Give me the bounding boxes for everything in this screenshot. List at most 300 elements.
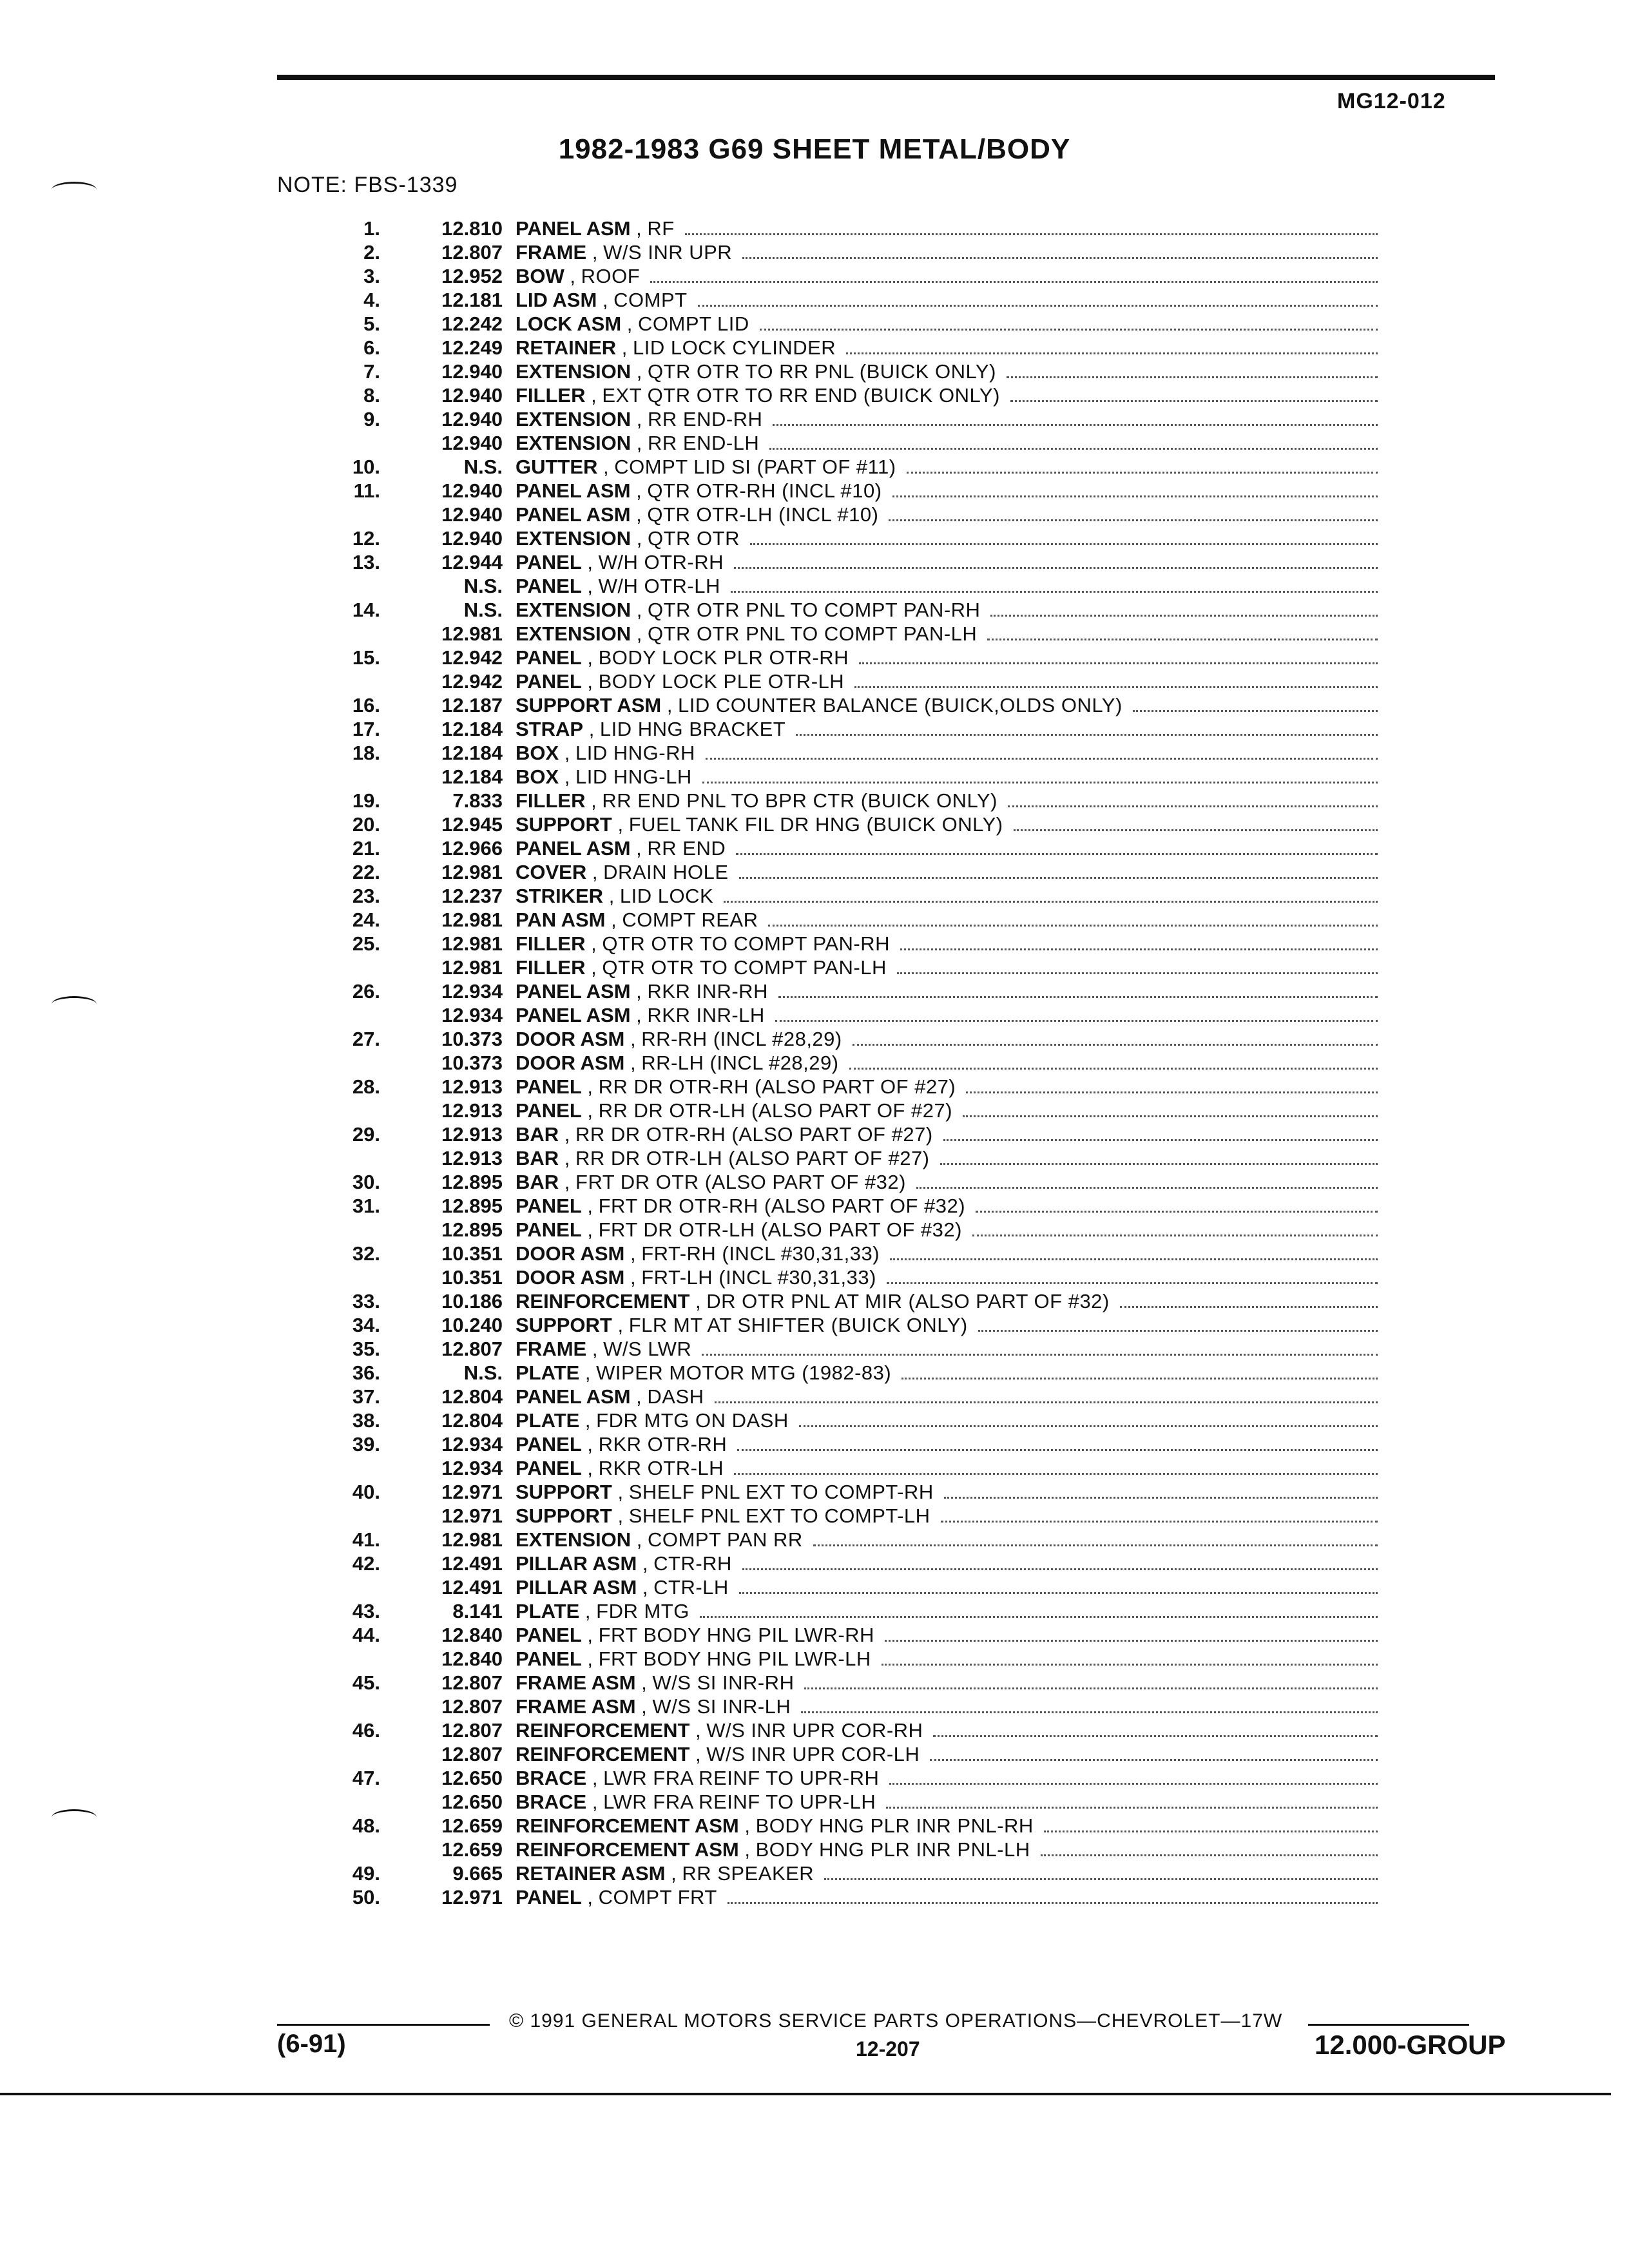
part-description: RR END-LH — [648, 432, 760, 454]
part-section-code: 12.807 — [441, 1338, 503, 1360]
dot-leader — [715, 1401, 1378, 1403]
part-row — [309, 1051, 1385, 1075]
part-number: 18. — [352, 742, 380, 764]
dot-leader — [930, 1759, 1378, 1761]
part-description: QTR OTR PNL TO COMPT PAN-RH — [648, 599, 981, 621]
part-row — [309, 1456, 1385, 1480]
part-row — [309, 765, 1385, 789]
dot-leader — [778, 996, 1378, 998]
part-description: WIPER MOTOR MTG (1982-83) — [596, 1361, 892, 1384]
part-description: W/S INR UPR — [603, 241, 733, 264]
part-description: LID HNG-RH — [575, 742, 695, 764]
part-section-code: 12.934 — [441, 980, 503, 1003]
part-number: 41. — [352, 1528, 380, 1551]
part-number: 1. — [363, 217, 380, 240]
part-name: PANEL — [516, 670, 582, 693]
separator: , — [631, 1528, 648, 1551]
part-name: PANEL ASM — [516, 1004, 631, 1026]
part-row — [309, 1790, 1385, 1814]
part-name: PANEL ASM — [516, 837, 631, 860]
part-row — [309, 1099, 1385, 1122]
part-row — [309, 669, 1385, 693]
part-description: RKR OTR-RH — [598, 1433, 728, 1456]
separator: , — [603, 885, 620, 907]
part-name: PANEL — [516, 1648, 582, 1670]
part-row — [309, 312, 1385, 336]
part-name: PLATE — [516, 1361, 580, 1384]
part-section-code: 12.840 — [441, 1648, 503, 1670]
part-description: W/S INR UPR COR-RH — [706, 1719, 923, 1742]
part-number: 10. — [352, 456, 380, 478]
dot-leader — [1133, 710, 1378, 712]
dot-leader — [941, 1521, 1378, 1523]
part-number: 16. — [352, 694, 380, 716]
part-description: QTR OTR TO COMPT PAN-RH — [602, 932, 891, 955]
part-number: 39. — [352, 1433, 380, 1456]
dot-leader — [849, 1068, 1378, 1070]
part-description: QTR OTR PNL TO COMPT PAN-LH — [648, 622, 978, 645]
dot-leader — [702, 1354, 1378, 1356]
separator: , — [631, 360, 648, 383]
part-description: RR-RH (INCL #28,29) — [641, 1028, 842, 1050]
part-section-code: 12.940 — [441, 503, 503, 526]
part-number: 7. — [363, 360, 380, 383]
part-description: FUEL TANK FIL DR HNG (BUICK ONLY) — [628, 813, 1003, 836]
part-number: 24. — [352, 908, 380, 931]
part-section-code: 12.807 — [441, 1671, 503, 1694]
part-name: GUTTER — [516, 456, 598, 478]
part-section-code: 12.237 — [441, 885, 503, 907]
part-number: 12. — [352, 527, 380, 550]
part-name: PLATE — [516, 1600, 580, 1622]
part-number: 45. — [352, 1671, 380, 1694]
bottom-rule — [0, 2093, 1611, 2095]
part-section-code: 12.981 — [441, 908, 503, 931]
separator: , — [630, 837, 648, 860]
part-number: 3. — [363, 265, 380, 287]
separator: , — [586, 241, 604, 264]
part-section-code: 12.952 — [441, 265, 503, 287]
part-name: STRAP — [516, 718, 584, 740]
part-row — [309, 1695, 1385, 1718]
separator: , — [630, 1004, 648, 1026]
dot-leader — [900, 948, 1378, 950]
part-name: PANEL ASM — [516, 217, 631, 240]
part-name: EXTENSION — [516, 622, 631, 645]
part-row — [309, 1647, 1385, 1671]
part-section-code: 12.981 — [441, 956, 503, 979]
part-row — [309, 550, 1385, 574]
part-number: 21. — [352, 837, 380, 860]
part-description: RR DR OTR-RH (ALSO PART OF #27) — [598, 1075, 956, 1098]
dot-leader — [886, 1807, 1378, 1809]
part-number: 50. — [352, 1886, 380, 1908]
part-name: SUPPORT — [516, 1504, 612, 1527]
separator: , — [581, 1195, 599, 1217]
separator: , — [631, 599, 648, 621]
part-row — [309, 455, 1385, 479]
part-name: PAN ASM — [516, 908, 606, 931]
part-description: COMPT FRT — [598, 1886, 717, 1908]
part-number: 46. — [352, 1719, 380, 1742]
part-description: DRAIN HOLE — [603, 861, 729, 883]
separator: , — [612, 813, 629, 836]
part-description: QTR OTR-RH (INCL #10) — [647, 479, 882, 502]
separator: , — [612, 1314, 629, 1336]
part-name: EXTENSION — [516, 360, 631, 383]
dot-leader — [700, 1616, 1378, 1618]
part-name: EXTENSION — [516, 408, 631, 430]
dot-leader — [824, 1878, 1378, 1880]
part-description: RR END — [647, 837, 726, 860]
part-description: LWR FRA REINF TO UPR-LH — [603, 1791, 876, 1813]
part-name: PANEL — [516, 1433, 582, 1456]
part-number: 11. — [353, 479, 380, 502]
part-description: LID COUNTER BALANCE (BUICK,OLDS ONLY) — [678, 694, 1123, 716]
binder-hole-mark — [52, 1809, 97, 1825]
part-section-code: 12.913 — [441, 1099, 503, 1122]
part-name: PANEL — [516, 551, 582, 573]
part-section-code: 12.940 — [441, 408, 503, 430]
part-description: FLR MT AT SHIFTER (BUICK ONLY) — [628, 1314, 968, 1336]
dot-leader — [650, 281, 1378, 283]
separator: , — [630, 217, 648, 240]
part-row — [309, 1242, 1385, 1265]
part-description: RR SPEAKER — [682, 1862, 815, 1885]
part-section-code: 12.981 — [441, 861, 503, 883]
part-row — [309, 240, 1385, 264]
part-row — [309, 1170, 1385, 1194]
separator: , — [612, 1504, 629, 1527]
part-section-code: 12.940 — [441, 479, 503, 502]
part-description: BODY LOCK PLE OTR-LH — [598, 670, 845, 693]
separator: , — [581, 670, 599, 693]
part-number: 20. — [352, 813, 380, 836]
part-row — [309, 1432, 1385, 1456]
part-number: 23. — [352, 885, 380, 907]
dot-leader — [907, 472, 1378, 474]
part-description: QTR OTR-LH (INCL #10) — [647, 503, 879, 526]
dot-leader — [943, 1139, 1378, 1141]
part-row — [309, 1313, 1385, 1337]
dot-leader — [859, 662, 1378, 664]
part-description: W/H OTR-LH — [598, 575, 720, 597]
part-section-code: 12.807 — [441, 1719, 503, 1742]
separator: , — [612, 1481, 629, 1503]
part-section-code: 12.945 — [441, 813, 503, 836]
part-section-code: N.S. — [463, 599, 503, 621]
part-section-code: 12.944 — [441, 551, 503, 573]
part-name: BAR — [516, 1171, 559, 1193]
dot-leader — [737, 1449, 1378, 1451]
part-section-code: 12.981 — [441, 1528, 503, 1551]
part-section-code: 12.940 — [441, 527, 503, 550]
part-description: SHELF PNL EXT TO COMPT-RH — [628, 1481, 934, 1503]
part-section-code: 12.971 — [441, 1504, 503, 1527]
part-name: LID ASM — [516, 289, 597, 311]
part-description: FRT DR OTR (ALSO PART OF #32) — [575, 1171, 906, 1193]
part-section-code: 12.966 — [441, 837, 503, 860]
binder-hole-mark — [52, 996, 97, 1012]
dot-leader — [1010, 400, 1378, 402]
dot-leader — [940, 1163, 1378, 1165]
part-description: W/S SI INR-LH — [652, 1695, 791, 1718]
part-name: BAR — [516, 1123, 559, 1146]
separator: , — [624, 1028, 642, 1050]
footer-rule — [1308, 2024, 1469, 2026]
part-number: 5. — [363, 312, 380, 335]
part-section-code: 12.971 — [441, 1886, 503, 1908]
dot-leader — [990, 615, 1378, 617]
part-number: 25. — [352, 932, 380, 955]
part-description: LWR FRA REINF TO UPR-RH — [603, 1767, 880, 1789]
part-row — [309, 1671, 1385, 1695]
separator: , — [637, 1552, 654, 1575]
separator: , — [689, 1743, 707, 1765]
part-name: SUPPORT — [516, 813, 612, 836]
part-section-code: 12.659 — [441, 1838, 503, 1861]
part-section-code: 12.913 — [441, 1147, 503, 1169]
page-number: 12-207 — [856, 2037, 920, 2061]
separator: , — [585, 956, 602, 979]
part-description: RR END PNL TO BPR CTR (BUICK ONLY) — [602, 789, 998, 812]
dot-leader — [933, 1735, 1378, 1737]
part-description: BODY LOCK PLR OTR-RH — [598, 646, 849, 669]
part-section-code: 10.373 — [441, 1052, 503, 1074]
part-row — [309, 383, 1385, 407]
part-name: PANEL — [516, 575, 582, 597]
part-number: 34. — [352, 1314, 380, 1336]
part-description: RR DR OTR-LH (ALSO PART OF #27) — [598, 1099, 953, 1122]
part-number: 32. — [352, 1242, 380, 1265]
part-section-code: 12.807 — [441, 1743, 503, 1765]
dot-leader — [889, 519, 1378, 521]
part-number: 47. — [352, 1767, 380, 1789]
part-row — [309, 1146, 1385, 1170]
part-section-code: 12.491 — [441, 1552, 503, 1575]
part-row — [309, 812, 1385, 836]
part-name: SUPPORT — [516, 1314, 612, 1336]
separator: , — [579, 1600, 597, 1622]
separator: , — [581, 1218, 599, 1241]
part-description: FRT DR OTR-RH (ALSO PART OF #32) — [598, 1195, 966, 1217]
dot-leader — [750, 543, 1378, 545]
part-name: PANEL ASM — [516, 479, 631, 502]
part-section-code: 10.351 — [441, 1266, 503, 1289]
separator: , — [738, 1814, 756, 1837]
separator: , — [631, 527, 648, 550]
part-row — [309, 1122, 1385, 1146]
dot-leader — [885, 1640, 1378, 1642]
separator: , — [559, 1147, 576, 1169]
dot-leader — [760, 329, 1378, 331]
part-section-code: 12.184 — [441, 742, 503, 764]
dot-leader — [890, 1258, 1378, 1260]
part-description: LID HNG BRACKET — [599, 718, 786, 740]
part-section-code: 12.895 — [441, 1218, 503, 1241]
part-section-code: 12.981 — [441, 622, 503, 645]
part-section-code: 12.940 — [441, 360, 503, 383]
part-row — [309, 836, 1385, 860]
part-section-code: 12.913 — [441, 1075, 503, 1098]
part-name: FRAME — [516, 1338, 587, 1360]
part-row — [309, 1289, 1385, 1313]
separator: , — [586, 1338, 604, 1360]
dot-leader — [739, 877, 1378, 879]
dot-leader — [978, 1330, 1378, 1332]
separator: , — [564, 265, 581, 287]
part-section-code: 12.181 — [441, 289, 503, 311]
part-number: 4. — [363, 289, 380, 311]
separator: , — [559, 1171, 576, 1193]
dot-leader — [1008, 805, 1378, 807]
separator: , — [559, 765, 576, 788]
part-row — [309, 1361, 1385, 1385]
part-row — [309, 622, 1385, 646]
part-section-code: 12.934 — [441, 1004, 503, 1026]
dot-leader — [804, 1687, 1378, 1689]
dot-leader — [963, 1115, 1378, 1117]
part-description: DR OTR PNL AT MIR (ALSO PART OF #32) — [706, 1290, 1110, 1312]
part-row — [309, 598, 1385, 622]
part-name: REINFORCEMENT ASM — [516, 1838, 739, 1861]
dot-leader — [773, 424, 1378, 426]
part-description: RR DR OTR-RH (ALSO PART OF #27) — [575, 1123, 933, 1146]
separator: , — [597, 456, 615, 478]
part-section-code: 12.810 — [441, 217, 503, 240]
part-name: PILLAR ASM — [516, 1552, 637, 1575]
part-description: QTR OTR TO COMPT PAN-LH — [602, 956, 887, 979]
part-name: PANEL ASM — [516, 503, 631, 526]
part-row — [309, 1528, 1385, 1552]
part-number: 44. — [352, 1624, 380, 1646]
part-section-code: 12.913 — [441, 1123, 503, 1146]
part-row — [309, 1575, 1385, 1599]
dot-leader — [976, 1211, 1378, 1213]
dot-leader — [742, 1568, 1378, 1570]
part-section-code: N.S. — [463, 456, 503, 478]
part-description: RR END-RH — [648, 408, 763, 430]
part-number: 31. — [352, 1195, 380, 1217]
part-row — [309, 932, 1385, 956]
part-number: 29. — [352, 1123, 380, 1146]
part-description: COMPT LID — [638, 312, 749, 335]
part-description: RR-LH (INCL #28,29) — [641, 1052, 839, 1074]
part-section-code: 8.141 — [452, 1600, 503, 1622]
separator: , — [581, 1433, 599, 1456]
dot-leader — [897, 972, 1378, 974]
dot-leader — [796, 734, 1378, 736]
part-description: BODY HNG PLR INR PNL-RH — [755, 1814, 1034, 1837]
part-description: RR DR OTR-LH (ALSO PART OF #27) — [575, 1147, 930, 1169]
dot-leader — [702, 782, 1378, 783]
part-name: PANEL — [516, 646, 582, 669]
part-description: FRT-RH (INCL #30,31,33) — [641, 1242, 880, 1265]
part-row — [309, 1504, 1385, 1528]
part-section-code: N.S. — [463, 575, 503, 597]
separator: , — [616, 336, 633, 359]
part-row — [309, 1480, 1385, 1504]
part-section-code: N.S. — [463, 1361, 503, 1384]
part-row — [309, 1861, 1385, 1885]
part-name: RETAINER — [516, 336, 617, 359]
part-section-code: 12.184 — [441, 765, 503, 788]
part-row — [309, 693, 1385, 717]
part-name: PILLAR ASM — [516, 1576, 637, 1599]
part-name: BOX — [516, 765, 559, 788]
part-description: LID LOCK — [619, 885, 714, 907]
dot-leader — [882, 1664, 1378, 1666]
part-row — [309, 1552, 1385, 1575]
separator: , — [689, 1719, 707, 1742]
dot-leader — [724, 901, 1378, 903]
separator: , — [689, 1290, 707, 1312]
part-description: W/H OTR-RH — [598, 551, 724, 573]
part-name: PANEL — [516, 1195, 582, 1217]
dot-leader — [742, 257, 1378, 259]
part-name: PANEL — [516, 1075, 582, 1098]
part-row — [309, 1337, 1385, 1361]
dot-leader — [1120, 1306, 1378, 1308]
part-name: FILLER — [516, 956, 586, 979]
part-section-code: 12.942 — [441, 670, 503, 693]
separator: , — [661, 694, 679, 716]
part-number: 42. — [352, 1552, 380, 1575]
part-number: 17. — [352, 718, 380, 740]
part-row — [309, 789, 1385, 812]
dot-leader — [734, 567, 1378, 569]
separator: , — [630, 503, 648, 526]
separator: , — [637, 1576, 654, 1599]
separator: , — [581, 1886, 599, 1908]
separator: , — [621, 312, 639, 335]
separator: , — [624, 1266, 642, 1289]
part-number: 35. — [352, 1338, 380, 1360]
parts-list — [309, 216, 1385, 1909]
part-description: FRT BODY HNG PIL LWR-LH — [598, 1648, 871, 1670]
part-section-code: 12.895 — [441, 1195, 503, 1217]
part-description: LID LOCK CYLINDER — [633, 336, 836, 359]
part-section-code: 12.242 — [441, 312, 503, 335]
dot-leader — [736, 853, 1378, 855]
part-section-code: 10.240 — [441, 1314, 503, 1336]
part-row — [309, 503, 1385, 526]
part-name: SUPPORT ASM — [516, 694, 662, 716]
part-name: DOOR ASM — [516, 1052, 625, 1074]
part-name: PANEL — [516, 1886, 582, 1908]
part-section-code: 12.187 — [441, 694, 503, 716]
part-description: FDR MTG — [596, 1600, 689, 1622]
separator: , — [586, 1767, 604, 1789]
separator: , — [665, 1862, 682, 1885]
part-number: 2. — [363, 241, 380, 264]
part-name: REINFORCEMENT — [516, 1719, 690, 1742]
part-name: BOX — [516, 742, 559, 764]
dot-leader — [901, 1378, 1378, 1379]
part-description: W/S INR UPR COR-LH — [706, 1743, 920, 1765]
part-number: 13. — [352, 551, 380, 573]
part-number: 37. — [352, 1385, 380, 1408]
part-name: PANEL — [516, 1099, 582, 1122]
separator: , — [630, 1385, 648, 1408]
part-name: BRACE — [516, 1767, 587, 1789]
part-description: W/S LWR — [603, 1338, 692, 1360]
separator: , — [585, 384, 602, 407]
part-row — [309, 1003, 1385, 1027]
part-name: FILLER — [516, 932, 586, 955]
dot-leader — [739, 1592, 1378, 1594]
dot-leader — [698, 305, 1378, 307]
